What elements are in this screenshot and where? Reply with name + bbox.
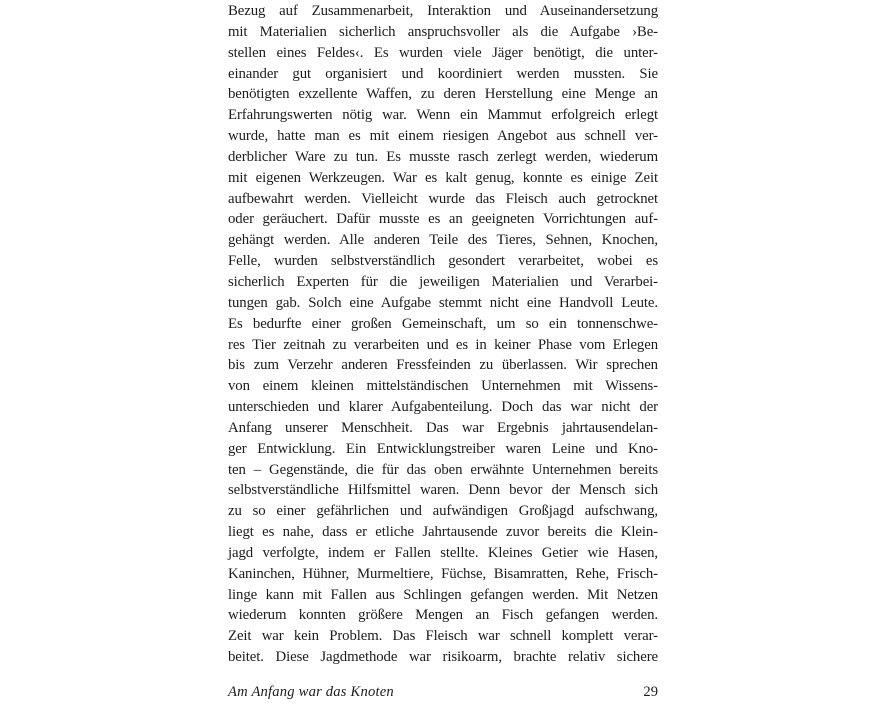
body-text-line: oder geräuchert. Dafür musste es an geeigneten Vorrichtungen auf-: [228, 211, 658, 228]
body-text-line: Anfang unserer Menschheit. Das war Ergebnis jahrtausendelan-: [228, 419, 658, 436]
body-text-line: linge kann mit Fallen aus Schlingen gefangen werden. Mit Netzen: [228, 586, 658, 603]
body-text: [228, 1, 658, 668]
body-text-line: stellen eines Feldes‹. Es wurden viele Jäger benötigt, die unter-: [228, 44, 658, 61]
body-text-line: beitet. Diese Jagdmethode war risikoarm, brachte relativ sichere: [228, 649, 658, 666]
body-text-line: von einem kleinen mittelständischen Unternehmen mit Wissens-: [228, 378, 658, 395]
body-text-line: tungen gab. Solch eine Aufgabe stemmt nicht eine Handvoll Leute.: [228, 294, 658, 311]
body-text-line: sicherlich Experten für die jeweiligen Materialien und Verarbei-: [228, 273, 658, 290]
page-footer: [228, 684, 658, 702]
body-text-line: zu so einer gefährlichen und aufwändigen Großjagd aufschwang,: [228, 503, 658, 520]
body-text-line: mit Materialien sicherlich anspruchsvoller als die Aufgabe ›Be-: [228, 23, 658, 40]
body-text-line: unterschieden und klarer Aufgabenteilung. Doch das war nicht der: [228, 399, 658, 416]
body-text-line: bis zum Verzehr anderen Fressfeinden zu überlassen. Wir sprechen: [228, 357, 658, 374]
body-text-line: wurde, hatte man es mit einem riesigen Angebot aus schnell ver-: [228, 128, 658, 145]
page-number: 29: [643, 684, 658, 700]
running-title: Am Anfang war das Knoten: [228, 684, 394, 700]
body-text-line: benötigten exzellente Waffen, zu deren Herstellung eine Menge an: [228, 86, 658, 103]
body-text-line: ten – Gegenstände, die für das oben erwähnte Unternehmen bereits: [228, 461, 658, 478]
body-text-line: Erfahrungswerten nötig war. Wenn ein Mammut erfolgreich erlegt: [228, 107, 658, 124]
body-text-line: Bezug auf Zusammenarbeit, Interaktion und Auseinandersetzung: [228, 3, 658, 19]
body-text-line: Kaninchen, Hühner, Murmeltiere, Füchse, Bisamratten, Rehe, Frisch-: [228, 565, 658, 582]
body-text-line: aufbewahrt werden. Vielleicht wurde das Fleisch auch getrocknet: [228, 190, 658, 207]
body-text-line: res Tier zeitnah zu verarbeiten und es in keiner Phase vom Erlegen: [228, 336, 658, 353]
body-text-line: liegt es nahe, dass er etliche Jahrtausende zuvor bereits die Klein-: [228, 524, 658, 541]
body-text-line: gehängt werden. Alle anderen Teile des Tieres, Sehnen, Knochen,: [228, 232, 658, 249]
body-text-line: wiederum konnten größere Mengen an Fisch gefangen werden.: [228, 607, 658, 624]
body-text-line: Es bedurfte einer großen Gemeinschaft, um so ein tonnenschwe-: [228, 315, 658, 332]
body-text-line: Felle, wurden selbstverständlich gesondert verarbeitet, wobei es: [228, 253, 658, 270]
body-text-line: ger Entwicklung. Ein Entwicklungstreiber waren Leine und Kno-: [228, 440, 658, 457]
body-text-line: jagd verfolgte, indem er Fallen stellte. Kleines Getier wie Hasen,: [228, 544, 658, 561]
body-text-line: derblicher Ware zu tun. Es musste rasch zerlegt werden, wiederum: [228, 148, 658, 165]
body-text-line: mit eigenen Werkzeugen. War es kalt genug, konnte es einige Zeit: [228, 169, 658, 186]
body-text-line: Zeit war kein Problem. Das Fleisch war schnell komplett verar-: [228, 628, 658, 645]
body-text-line: selbstverständliche Hilfsmittel waren. Denn bevor der Mensch sich: [228, 482, 658, 499]
body-text-line: einander gut organisiert und koordiniert werden mussten. Sie: [228, 65, 658, 82]
